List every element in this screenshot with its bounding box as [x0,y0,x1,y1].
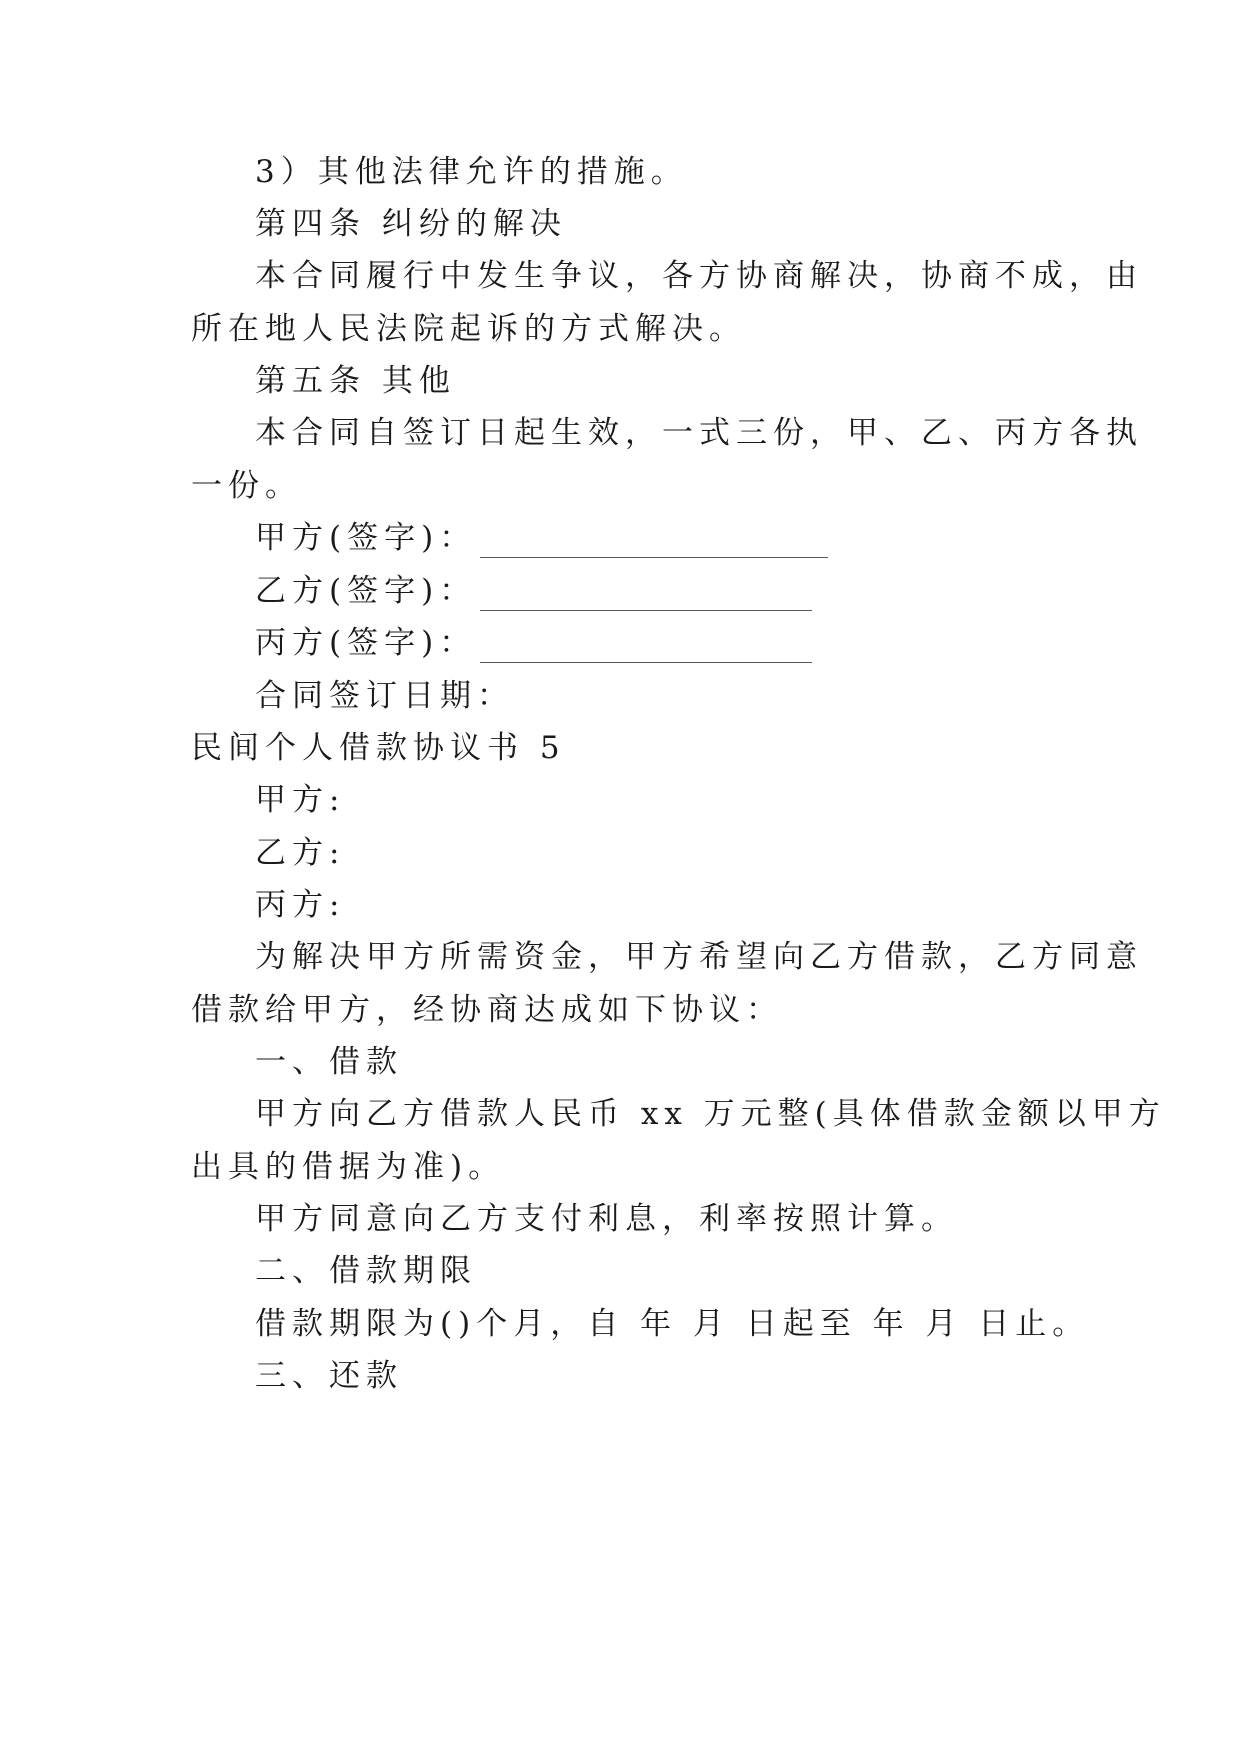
party-c-label: 丙方: [255,887,346,923]
paragraph-line: 本合同自签订日起生效，一式三份，甲、乙、丙方各执 [255,415,1143,451]
signature-blank [480,586,812,611]
paragraph-line: 本合同履行中发生争议，各方协商解决，协商不成，由 [255,258,1143,294]
clause-item-3: 3）其他法律允许的措施。 [255,154,688,190]
signature-party-c [255,623,1051,663]
article-four-heading: 第四条 纠纷的解决 [255,206,567,242]
section-heading-loan: 一、借款 [255,1044,403,1080]
section-heading-repayment: 三、还款 [255,1358,403,1394]
paragraph-line: 甲方同意向乙方支付利息，利率按照计算。 [255,1201,958,1237]
paragraph-line: 借款给甲方，经协商达成如下协议： [191,992,783,1028]
party-b-label: 乙方: [255,835,346,871]
article-five-heading: 第五条 其他 [255,363,456,399]
paragraph-line: 所在地人民法院起诉的方式解决。 [191,311,746,347]
signature-label: 甲方(签字)： [255,520,477,556]
paragraph-line: 借款期限为()个月，自 年 月 日起至 年 月 日止。 [255,1306,1090,1342]
signature-label: 丙方(签字)： [255,625,477,661]
party-a-label: 甲方: [255,782,346,818]
agreement-title: 民间个人借款协议书 5 [191,730,566,766]
signature-blank [480,638,812,663]
signature-party-a [255,518,1051,558]
sign-date-label: 合同签订日期： [255,678,514,714]
signature-label: 乙方(签字)： [255,573,477,609]
paragraph-line: 为解决甲方所需资金，甲方希望向乙方借款，乙方同意 [255,939,1143,975]
paragraph-line: 甲方向乙方借款人民币 xx 万元整(具体借款金额以甲方 [255,1096,1166,1132]
signature-blank [480,533,828,558]
paragraph-line: 出具的借据为准)。 [191,1149,506,1185]
section-heading-term: 二、借款期限 [255,1253,477,1289]
paragraph-line: 一份。 [191,468,302,504]
signature-party-b [255,571,1051,611]
